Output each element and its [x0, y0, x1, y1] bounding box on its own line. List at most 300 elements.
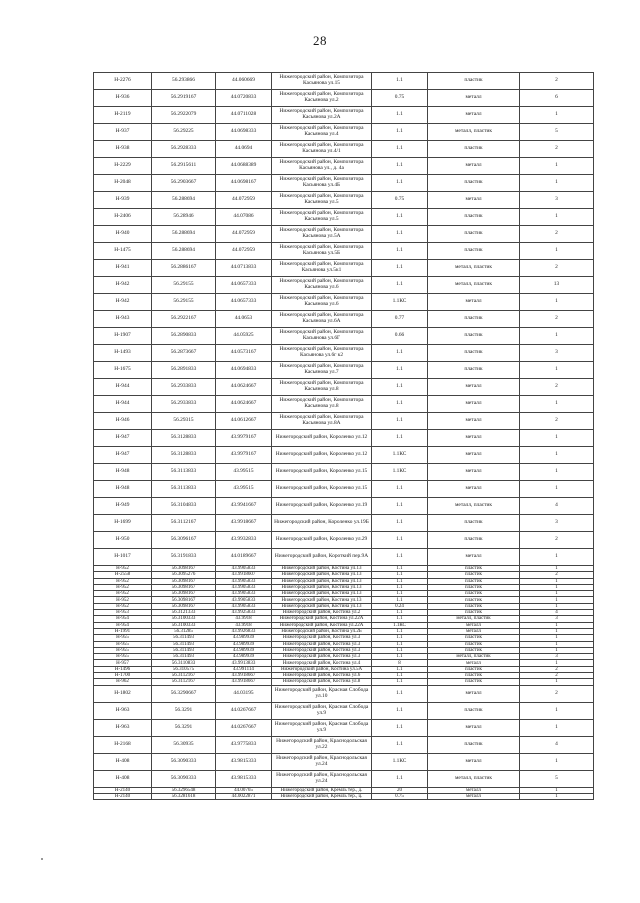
- cell-site-id: Н-2406: [94, 209, 152, 226]
- cell-site-id: Н-963: [94, 719, 152, 736]
- cell-address: Нижегородский район, Костина ул.8: [272, 679, 372, 685]
- cell-longitude: 43.9905833: [216, 603, 272, 609]
- cell-longitude: 43.991114: [216, 666, 272, 672]
- cell-material: пластик: [428, 532, 520, 549]
- cell-site-id: Н-1675: [94, 362, 152, 379]
- cell-site-id: Н-952: [94, 578, 152, 584]
- cell-longitude: 44.03195: [216, 685, 272, 702]
- cell-latitude: 56.311493: [152, 654, 216, 660]
- cell-address: Нижегородский район, Красная Слобода ул.10: [272, 685, 372, 702]
- cell-site-id: Н-954: [94, 622, 152, 628]
- cell-volume: 1.1: [372, 679, 428, 685]
- cell-address: Нижегородский район, Костина ул.22А: [272, 616, 372, 622]
- cell-volume: 1.1: [372, 362, 428, 379]
- cell-longitude: 44.072959: [216, 192, 272, 209]
- cell-address: Нижегородский район, Краснодольская ул.24: [272, 753, 372, 770]
- cell-count: 2: [520, 532, 594, 549]
- cell-count: 6: [520, 90, 594, 107]
- cell-longitude: 43.9932833: [216, 532, 272, 549]
- cell-count: 1: [520, 566, 594, 572]
- cell-latitude: 56.3098167: [152, 591, 216, 597]
- cell-material: металл: [428, 660, 520, 666]
- cell-longitude: 44.0657333: [216, 294, 272, 311]
- cell-volume: 1.1: [372, 243, 428, 260]
- cell-longitude: 44.07086: [216, 209, 272, 226]
- cell-longitude: 43.9979167: [216, 430, 272, 447]
- cell-address: Нижегородский район, Композитора Касьянова ул.6Г: [272, 328, 372, 345]
- cell-material: металл, пластик: [428, 770, 520, 787]
- cell-site-id: Н-941: [94, 260, 152, 277]
- cell-longitude: 44.05925: [216, 328, 272, 345]
- cell-latitude: 56.3296548: [152, 787, 216, 793]
- cell-material: пластик: [428, 603, 520, 609]
- cell-volume: 1.1: [372, 616, 428, 622]
- cell-count: 1: [520, 243, 594, 260]
- cell-latitude: 56.29315: [152, 413, 216, 430]
- cell-volume: 1.1: [372, 610, 428, 616]
- cell-latitude: 56.3090333: [152, 770, 216, 787]
- cell-volume: 1.1: [372, 628, 428, 634]
- cell-volume: 1.1: [372, 685, 428, 702]
- table-row: [94, 685, 594, 702]
- table-row: [94, 90, 594, 107]
- cell-latitude: 56.29225: [152, 124, 216, 141]
- cell-address: Нижегородский район, Композитора Касьянова ул.4Б: [272, 175, 372, 192]
- table-row: [94, 515, 594, 532]
- table-row: [94, 464, 594, 481]
- cell-site-id: Н-1699: [94, 515, 152, 532]
- cell-address: Нижегородский район, Костина ул.5А: [272, 666, 372, 672]
- cell-count: 1: [520, 481, 594, 498]
- cell-volume: 1.1: [372, 702, 428, 719]
- cell-material: пластик: [428, 226, 520, 243]
- cell-address: Нижегородский район, Композитора Касьянова ул.5: [272, 209, 372, 226]
- cell-address: Нижегородский район, Красная Слобода ул.9: [272, 702, 372, 719]
- cell-longitude: 44.0711028: [216, 107, 272, 124]
- cell-longitude: 43.9775833: [216, 736, 272, 753]
- cell-volume: 8: [372, 660, 428, 666]
- table-row: [94, 107, 594, 124]
- cell-address: Нижегородский район, Короленко ул.19: [272, 498, 372, 515]
- cell-longitude: 43.9918667: [216, 515, 272, 532]
- cell-count: 2: [520, 572, 594, 578]
- cell-address: Нижегородский район, Короленко ул.19Б: [272, 515, 372, 532]
- table-row: [94, 736, 594, 753]
- cell-latitude: 56.2890833: [152, 328, 216, 345]
- cell-latitude: 56.3113833: [152, 481, 216, 498]
- cell-address: Нижегородский район, Короленко ул.15: [272, 481, 372, 498]
- cell-latitude: 56.31285: [152, 628, 216, 634]
- cell-site-id: Н-955: [94, 647, 152, 653]
- cell-count: 1: [520, 396, 594, 413]
- cell-address: Нижегородский район, Костина ул.13: [272, 591, 372, 597]
- cell-latitude: 56.3098167: [152, 597, 216, 603]
- cell-address: Нижегородский район, Костина ул.22А: [272, 622, 372, 628]
- cell-count: 2: [520, 413, 594, 430]
- cell-latitude: 56.2873667: [152, 345, 216, 362]
- cell-longitude: 44.0698167: [216, 175, 272, 192]
- cell-latitude: 56.3100333: [152, 616, 216, 622]
- cell-address: Нижегородский район, Композитора Касьянова ул.2: [272, 90, 372, 107]
- cell-longitude: 43.9905833: [216, 591, 272, 597]
- cell-longitude: 44.0694: [216, 141, 272, 158]
- cell-site-id: Н-1475: [94, 243, 152, 260]
- cell-material: пластик: [428, 591, 520, 597]
- table-row: [94, 73, 594, 90]
- cell-material: металл: [428, 90, 520, 107]
- cell-count: 2: [520, 141, 594, 158]
- cell-volume: 1.1: [372, 158, 428, 175]
- table-row: [94, 430, 594, 447]
- cell-volume: 1.1: [372, 673, 428, 679]
- cell-address: Нижегородский район, Композитора Касьянова ул.4: [272, 124, 372, 141]
- cell-site-id: Н-2140: [94, 787, 152, 793]
- cell-latitude: 56.3098167: [152, 603, 216, 609]
- cell-latitude: 56.3281618: [152, 793, 216, 799]
- cell-longitude: 44.00765: [216, 787, 272, 793]
- cell-address: Нижегородский район, Короленко ул.29: [272, 532, 372, 549]
- cell-count: 1: [520, 447, 594, 464]
- table-row: [94, 549, 594, 566]
- cell-material: металл: [428, 628, 520, 634]
- table-row: [94, 124, 594, 141]
- cell-count: 1: [520, 328, 594, 345]
- cell-material: пластик: [428, 243, 520, 260]
- cell-count: 5: [520, 770, 594, 787]
- table-row: [94, 294, 594, 311]
- cell-material: пластик: [428, 141, 520, 158]
- cell-count: 1: [520, 628, 594, 634]
- cell-site-id: Н-946: [94, 413, 152, 430]
- cell-material: металл, пластик: [428, 616, 520, 622]
- cell-volume: 1.1: [372, 654, 428, 660]
- cell-latitude: 56.2903667: [152, 175, 216, 192]
- cell-count: 2: [520, 685, 594, 702]
- cell-site-id: Н-953: [94, 610, 152, 616]
- cell-site-id: Н-2119: [94, 107, 152, 124]
- cell-latitude: 56.3112167: [152, 673, 216, 679]
- cell-volume: 1.1: [372, 719, 428, 736]
- cell-material: пластик: [428, 641, 520, 647]
- cell-count: 1: [520, 591, 594, 597]
- cell-volume: 1.1: [372, 584, 428, 590]
- cell-volume: 1.1КС: [372, 622, 428, 628]
- cell-site-id: Н-1700: [94, 673, 152, 679]
- cell-longitude: 44.0720833: [216, 90, 272, 107]
- cell-count: 1: [520, 464, 594, 481]
- cell-site-id: Н-954: [94, 616, 152, 622]
- cell-site-id: Н-944: [94, 379, 152, 396]
- cell-address: Нижегородский район, Костина ул.3: [272, 641, 372, 647]
- cell-latitude: 56.3112167: [152, 515, 216, 532]
- cell-site-id: Н-2229: [94, 158, 152, 175]
- cell-latitude: 56.2922167: [152, 311, 216, 328]
- cell-site-id: Н-952: [94, 603, 152, 609]
- cell-latitude: 56.3290667: [152, 685, 216, 702]
- cell-volume: 1.1: [372, 260, 428, 277]
- cell-count: 3: [520, 616, 594, 622]
- cell-count: 1: [520, 209, 594, 226]
- table-row: [94, 277, 594, 294]
- cell-address: Нижегородский район, Костина ул.2Б: [272, 628, 372, 634]
- cell-latitude: 56.2928333: [152, 141, 216, 158]
- cell-longitude: 44.0624667: [216, 396, 272, 413]
- cell-material: пластик: [428, 73, 520, 90]
- registry-table-body: [94, 73, 594, 800]
- cell-address: Нижегородский район, Композитора Касьянова ул., д. 4а: [272, 158, 372, 175]
- cell-volume: 1.1: [372, 770, 428, 787]
- cell-address: Нижегородский район, Костина ул.13: [272, 584, 372, 590]
- cell-latitude: 56.3121333: [152, 610, 216, 616]
- cell-latitude: 56.310575: [152, 666, 216, 672]
- table-row: [94, 719, 594, 736]
- cell-count: 1: [520, 430, 594, 447]
- cell-site-id: Н-947: [94, 447, 152, 464]
- cell-longitude: 43.9918667: [216, 673, 272, 679]
- cell-volume: 20: [372, 787, 428, 793]
- cell-volume: 1.1: [372, 277, 428, 294]
- cell-material: металл, пластик: [428, 124, 520, 141]
- cell-volume: 0.77: [372, 311, 428, 328]
- cell-count: 1: [520, 362, 594, 379]
- cell-longitude: 43.989939: [216, 641, 272, 647]
- cell-volume: 1.1: [372, 591, 428, 597]
- cell-longitude: 43.9925833: [216, 610, 272, 616]
- cell-count: 3: [520, 515, 594, 532]
- cell-material: пластик: [428, 345, 520, 362]
- cell-address: Нижегородский район, Композитора Касьянова ул.6: [272, 294, 372, 311]
- cell-count: 2: [520, 73, 594, 90]
- cell-latitude: 56.3128833: [152, 430, 216, 447]
- cell-site-id: Н-939: [94, 192, 152, 209]
- cell-count: 4: [520, 498, 594, 515]
- cell-material: пластик: [428, 666, 520, 672]
- table-row: [94, 753, 594, 770]
- cell-latitude: 56.3112167: [152, 679, 216, 685]
- cell-material: металл: [428, 107, 520, 124]
- cell-latitude: 56.30935: [152, 736, 216, 753]
- cell-material: пластик: [428, 679, 520, 685]
- cell-material: пластик: [428, 209, 520, 226]
- cell-site-id: Н-942: [94, 294, 152, 311]
- cell-material: пластик: [428, 566, 520, 572]
- cell-material: металл: [428, 413, 520, 430]
- cell-count: 1: [520, 622, 594, 628]
- cell-volume: 1.1: [372, 226, 428, 243]
- cell-site-id: Н-952: [94, 584, 152, 590]
- cell-address: Нижегородский район, Композитора Касьянова ул.5: [272, 192, 372, 209]
- cell-site-id: Н-943: [94, 311, 152, 328]
- cell-latitude: 56.311493: [152, 647, 216, 653]
- cell-longitude: 43.9815333: [216, 753, 272, 770]
- cell-longitude: 43.9815333: [216, 770, 272, 787]
- cell-site-id: Н-952: [94, 591, 152, 597]
- cell-site-id: Н-952: [94, 566, 152, 572]
- cell-count: 2: [520, 379, 594, 396]
- cell-address: Нижегородский район, Костина ул.2: [272, 610, 372, 616]
- table-row: [94, 243, 594, 260]
- cell-site-id: Н-408: [94, 753, 152, 770]
- cell-longitude: 44.0624667: [216, 379, 272, 396]
- cell-volume: 1.1: [372, 736, 428, 753]
- cell-site-id: Н-2168: [94, 736, 152, 753]
- cell-site-id: Н-952: [94, 597, 152, 603]
- table-row: [94, 770, 594, 787]
- cell-volume: 1.1: [372, 379, 428, 396]
- cell-site-id: Н-947: [94, 430, 152, 447]
- cell-longitude: 44.0189667: [216, 549, 272, 566]
- cell-count: 13: [520, 277, 594, 294]
- cell-volume: 1.1: [372, 635, 428, 641]
- cell-latitude: 56.28946: [152, 209, 216, 226]
- cell-latitude: 56.3113833: [152, 464, 216, 481]
- cell-count: 1: [520, 719, 594, 736]
- cell-material: металл, пластик: [428, 260, 520, 277]
- cell-count: 1: [520, 641, 594, 647]
- cell-site-id: Н-955: [94, 641, 152, 647]
- cell-longitude: 43.99515: [216, 481, 272, 498]
- cell-address: Нижегородский район, Костина ул.13: [272, 578, 372, 584]
- cell-count: 1: [520, 175, 594, 192]
- cell-volume: 1.1: [372, 666, 428, 672]
- cell-site-id: Н-2048: [94, 175, 152, 192]
- cell-longitude: 43.9905833: [216, 584, 272, 590]
- cell-latitude: 56.2933833: [152, 379, 216, 396]
- cell-address: Нижегородский район, Короленко ул.15: [272, 464, 372, 481]
- cell-count: 1: [520, 597, 594, 603]
- cell-count: 1: [520, 107, 594, 124]
- cell-longitude: 43.9918667: [216, 679, 272, 685]
- cell-address: Нижегородский район, Композитора Касьянова ул.6А: [272, 311, 372, 328]
- cell-site-id: Н-938: [94, 141, 152, 158]
- cell-volume: 0.75: [372, 793, 428, 799]
- cell-latitude: 56.2922079: [152, 107, 216, 124]
- cell-longitude: 43.9913833: [216, 660, 272, 666]
- cell-count: 1: [520, 294, 594, 311]
- cell-site-id: Н-1496: [94, 666, 152, 672]
- cell-count: 1: [520, 635, 594, 641]
- cell-count: 1: [520, 549, 594, 566]
- cell-address: Нижегородский район, Композитора Касьянова ул.6г к2: [272, 345, 372, 362]
- table-row: [94, 209, 594, 226]
- cell-latitude: 56.3191833: [152, 549, 216, 566]
- cell-material: металл: [428, 622, 520, 628]
- cell-material: металл: [428, 430, 520, 447]
- cell-material: пластик: [428, 572, 520, 578]
- cell-volume: 1.1: [372, 578, 428, 584]
- cell-latitude: 56.288694: [152, 192, 216, 209]
- cell-material: металл: [428, 464, 520, 481]
- cell-count: 1: [520, 584, 594, 590]
- cell-volume: 0.75: [372, 192, 428, 209]
- cell-volume: 1.1: [372, 532, 428, 549]
- cell-volume: 1.1: [372, 345, 428, 362]
- cell-site-id: Н-1493: [94, 345, 152, 362]
- cell-address: Нижегородский район, Краснодольская ул.22: [272, 736, 372, 753]
- cell-address: Нижегородский район, Композитора Касьянова ул.6: [272, 277, 372, 294]
- cell-latitude: 56.29155: [152, 277, 216, 294]
- cell-site-id: Н-957: [94, 660, 152, 666]
- cell-longitude: 43.989939: [216, 635, 272, 641]
- cell-material: металл: [428, 793, 520, 799]
- cell-material: металл: [428, 549, 520, 566]
- table-row: [94, 175, 594, 192]
- cell-material: пластик: [428, 647, 520, 653]
- cell-material: пластик: [428, 578, 520, 584]
- cell-volume: 1.1: [372, 175, 428, 192]
- cell-address: Нижегородский район, Костина ул.3: [272, 647, 372, 653]
- cell-volume: 1.1: [372, 597, 428, 603]
- cell-count: 1: [520, 702, 594, 719]
- cell-longitude: 44.0653: [216, 311, 272, 328]
- cell-longitude: 44.0267667: [216, 719, 272, 736]
- cell-count: 3: [520, 345, 594, 362]
- cell-longitude: 43.9979167: [216, 447, 272, 464]
- table-row: [94, 311, 594, 328]
- cell-volume: 1.1: [372, 73, 428, 90]
- cell-material: пластик: [428, 736, 520, 753]
- cell-site-id: Н-1802: [94, 685, 152, 702]
- table-row: [94, 481, 594, 498]
- cell-latitude: 56.288694: [152, 243, 216, 260]
- cell-longitude: 44.060669: [216, 73, 272, 90]
- cell-longitude: 43.9918607: [216, 572, 272, 578]
- cell-volume: 1.1: [372, 481, 428, 498]
- cell-address: Нижегородский район, Композитора Касьянова ул.5Б: [272, 243, 372, 260]
- table-row: [94, 192, 594, 209]
- cell-material: металл: [428, 396, 520, 413]
- cell-material: металл: [428, 294, 520, 311]
- cell-volume: 1.1: [372, 498, 428, 515]
- cell-longitude: 44.0267667: [216, 702, 272, 719]
- table-row: [94, 793, 594, 799]
- cell-material: пластик: [428, 362, 520, 379]
- cell-count: 4: [520, 610, 594, 616]
- table-row: [94, 260, 594, 277]
- cell-latitude: 56.3128833: [152, 447, 216, 464]
- cell-volume: 1.1: [372, 396, 428, 413]
- cell-latitude: 56.2915611: [152, 158, 216, 175]
- table-row: [94, 702, 594, 719]
- cell-count: 2: [520, 666, 594, 672]
- cell-material: пластик: [428, 673, 520, 679]
- cell-count: 5: [520, 124, 594, 141]
- table-row: [94, 328, 594, 345]
- cell-count: 2: [520, 226, 594, 243]
- cell-material: пластик: [428, 311, 520, 328]
- cell-material: металл: [428, 158, 520, 175]
- cell-longitude: 44.0657333: [216, 277, 272, 294]
- cell-material: пластик: [428, 702, 520, 719]
- cell-material: металл, пластик: [428, 277, 520, 294]
- cell-volume: 0.66: [372, 328, 428, 345]
- cell-site-id: Н-1907: [94, 328, 152, 345]
- cell-address: Нижегородский район, Костина ул.3: [272, 654, 372, 660]
- cell-longitude: 44.0688389: [216, 158, 272, 175]
- cell-material: пластик: [428, 515, 520, 532]
- cell-address: Нижегородский район, Композитора Касьянова ул.5к1: [272, 260, 372, 277]
- cell-site-id: Н-2140: [94, 793, 152, 799]
- cell-volume: 1.1КС: [372, 294, 428, 311]
- cell-site-id: Н-942: [94, 277, 152, 294]
- cell-latitude: 56.3100333: [152, 622, 216, 628]
- cell-latitude: 56.3291: [152, 702, 216, 719]
- cell-count: 1: [520, 158, 594, 175]
- table-row: [94, 396, 594, 413]
- cell-volume: 0.24: [372, 603, 428, 609]
- cell-volume: 1.1: [372, 566, 428, 572]
- cell-material: пластик: [428, 175, 520, 192]
